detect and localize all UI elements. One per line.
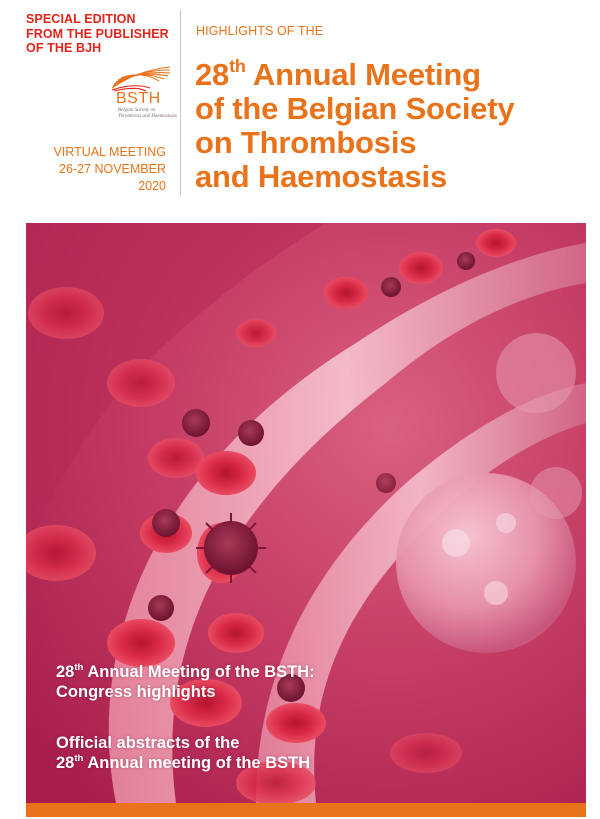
event-line: 2020 bbox=[138, 179, 166, 193]
title-ordinal-suffix: th bbox=[229, 56, 246, 77]
logo-name: BSTH bbox=[116, 90, 161, 107]
title-line-3: on Thrombosis bbox=[195, 125, 417, 160]
caption-line-text: Annual Meeting of the BSTH: bbox=[83, 663, 315, 681]
caption-ordinal-suffix: th bbox=[74, 753, 84, 765]
caption-ordinal: 28 bbox=[56, 663, 75, 681]
title-line-4: and Haemostasis bbox=[195, 159, 447, 194]
bottom-accent-bar bbox=[26, 803, 586, 817]
caption-official-abstracts bbox=[56, 733, 310, 773]
caption-line-text: Annual meeting of the BSTH bbox=[83, 754, 311, 772]
cover-illustration bbox=[26, 223, 586, 803]
blood-vessel-illustration bbox=[26, 223, 586, 803]
caption-line bbox=[56, 753, 310, 773]
page-title bbox=[195, 58, 587, 194]
special-edition-line: FROM THE PUBLISHER bbox=[26, 26, 169, 41]
event-line: VIRTUAL MEETING bbox=[53, 145, 166, 159]
caption-line: Congress highlights bbox=[56, 683, 216, 701]
special-edition-label bbox=[26, 12, 176, 56]
highlights-kicker: HIGHLIGHTS OF THE bbox=[196, 24, 324, 38]
logo-subtitle: Belgian Society on Thrombosis and Haemostasis bbox=[118, 108, 177, 119]
special-edition-line: OF THE BJH bbox=[26, 41, 102, 55]
header-divider bbox=[180, 10, 181, 196]
title-line-1-text: Annual Meeting bbox=[245, 57, 481, 92]
caption-line: Official abstracts of the bbox=[56, 734, 240, 752]
title-line-1 bbox=[195, 58, 587, 92]
caption-line bbox=[56, 662, 315, 682]
caption-ordinal: 28 bbox=[56, 754, 75, 772]
bsth-logo bbox=[104, 64, 179, 134]
event-info bbox=[53, 144, 166, 195]
caption-ordinal-suffix: th bbox=[74, 662, 84, 674]
caption-congress-highlights bbox=[56, 662, 315, 702]
title-line-2: of the Belgian Society bbox=[195, 91, 515, 126]
event-line: 26-27 NOVEMBER bbox=[59, 162, 166, 176]
special-edition-line: SPECIAL EDITION bbox=[26, 12, 136, 26]
title-ordinal: 28 bbox=[195, 57, 230, 92]
